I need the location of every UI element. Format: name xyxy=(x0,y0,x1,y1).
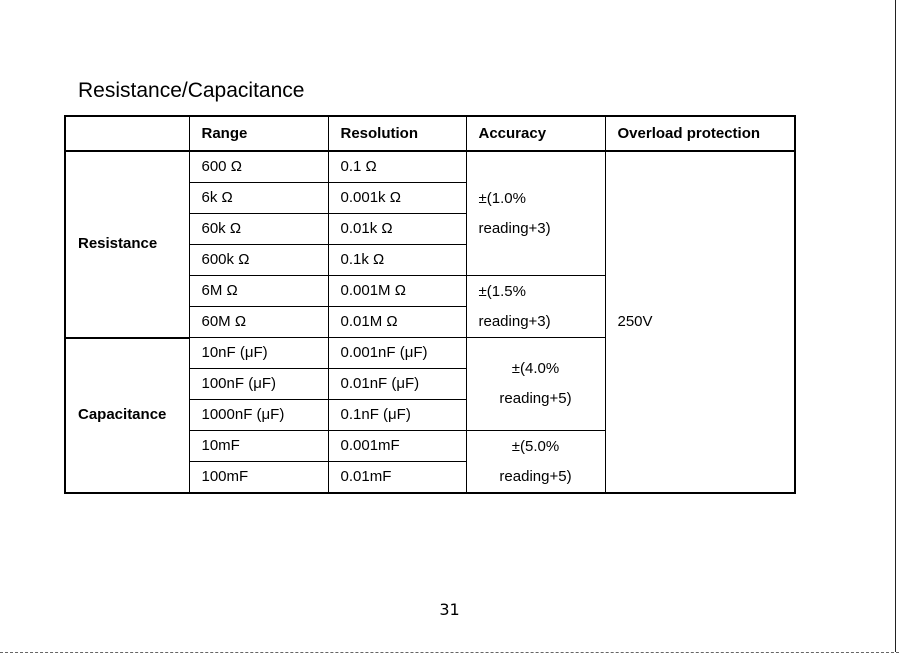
section-title: Resistance/Capacitance xyxy=(78,79,305,102)
accuracy-line1: ±(5.0% xyxy=(511,437,560,455)
range-cell: 6k Ω xyxy=(189,183,328,214)
capacitance-label: Capacitance xyxy=(65,338,189,494)
table-header-row xyxy=(65,116,795,151)
accuracy-line2: reading+5) xyxy=(499,390,572,407)
accuracy-line1: ±(4.0% xyxy=(511,360,560,377)
accuracy-line2: reading+5) xyxy=(499,467,572,485)
resolution-cell: 0.1nF (μF) xyxy=(328,400,466,431)
header-resolution: Resolution xyxy=(328,116,466,151)
range-cell: 100nF (μF) xyxy=(189,369,328,400)
accuracy-line2: reading+3) xyxy=(478,219,551,237)
table-row xyxy=(65,151,795,183)
range-cell: 1000nF (μF) xyxy=(189,400,328,431)
overload-cell: 250V xyxy=(605,151,795,493)
accuracy-cell xyxy=(466,151,605,276)
range-cell: 6M Ω xyxy=(189,276,328,307)
accuracy-line1: ±(1.5% xyxy=(478,282,526,300)
range-cell: 10mF xyxy=(189,431,328,462)
resistance-label: Resistance xyxy=(65,151,189,338)
resolution-cell: 0.01mF xyxy=(328,462,466,494)
resolution-cell: 0.01k Ω xyxy=(328,214,466,245)
page-edge-rule xyxy=(895,0,896,652)
page-number: 31 xyxy=(439,600,460,619)
resolution-cell: 0.001k Ω xyxy=(328,183,466,214)
header-blank-cell xyxy=(65,116,189,151)
header-accuracy: Accuracy xyxy=(466,116,605,151)
range-cell: 10nF (μF) xyxy=(189,338,328,369)
resolution-cell: 0.01nF (μF) xyxy=(328,369,466,400)
header-overload: Overload protection xyxy=(605,116,795,151)
resolution-cell: 0.001mF xyxy=(328,431,466,462)
resolution-cell: 0.01M Ω xyxy=(328,307,466,338)
range-cell: 60M Ω xyxy=(189,307,328,338)
accuracy-cell xyxy=(466,431,605,494)
resolution-cell: 0.1k Ω xyxy=(328,245,466,276)
spec-table xyxy=(64,115,796,494)
resolution-cell: 0.1 Ω xyxy=(328,151,466,183)
range-cell: 60k Ω xyxy=(189,214,328,245)
header-range: Range xyxy=(189,116,328,151)
accuracy-cell xyxy=(466,338,605,431)
resolution-cell: 0.001nF (μF) xyxy=(328,338,466,369)
range-cell: 600 Ω xyxy=(189,151,328,183)
accuracy-cell xyxy=(466,276,605,338)
accuracy-line1: ±(1.0% xyxy=(478,189,526,207)
accuracy-line2: reading+3) xyxy=(478,312,551,330)
page-bottom-rule xyxy=(0,652,899,653)
resolution-cell: 0.001M Ω xyxy=(328,276,466,307)
range-cell: 100mF xyxy=(189,462,328,494)
range-cell: 600k Ω xyxy=(189,245,328,276)
